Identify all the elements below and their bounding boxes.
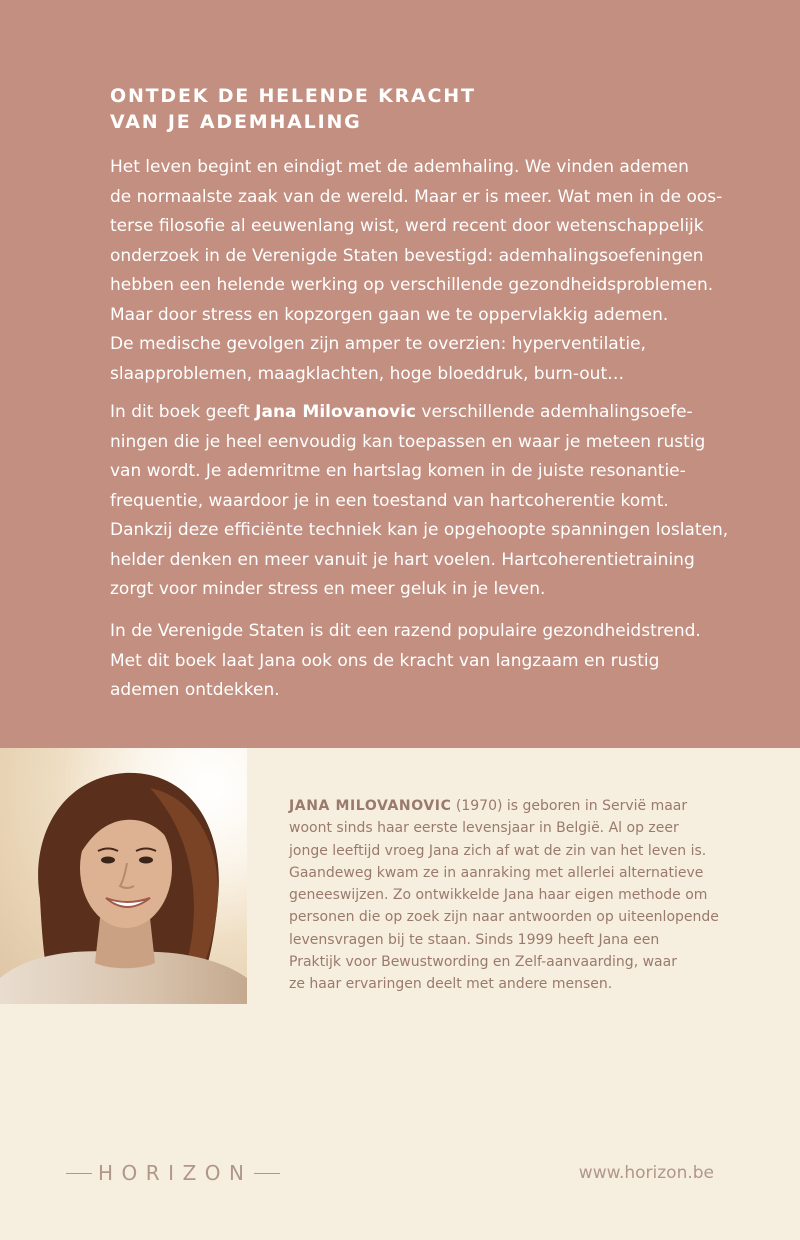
author-photo [0,748,247,1004]
text-line: De medische gevolgen zijn amper te overzien: hyperventilatie, [110,334,646,354]
text-line: onderzoek in de Verenigde Staten bevestigd: ademhalingsoefeningen [110,245,704,266]
blurb-paragraph-1 [110,153,723,389]
text-line: van wordt. Je ademritme en hartslag komen in de juiste resonantie- [110,461,686,481]
text-line: Dankzij deze efficiënte techniek kan je opgehoopte spanningen loslaten, [110,520,729,540]
text-line: personen die op zoek zijn naar antwoorden op uiteenlopende [289,909,719,926]
author-name: JANA MILOVANOVIC [289,798,452,814]
publisher-logo-text: HORIZON [98,1161,253,1185]
blurb-paragraph-3 [110,617,720,706]
text-line: ningen die je heel eenvoudig kan toepassen en waar je meteen rustig [110,431,706,452]
headline-line-1: ONTDEK DE HELENDE KRACHT [110,85,476,107]
text-line: slaapproblemen, maagklachten, hoge bloeddruk, burn-out… [110,363,625,384]
author-name-inline: Jana Milovanovic [255,402,417,422]
text-line: ademen ontdekken. [110,680,280,700]
text-line [289,795,749,817]
text-line: Gaandeweg kwam ze in aanraking met allerlei alternatieve [289,864,704,881]
text-segment: verschillende ademhalingsoefe- [416,402,693,422]
headline [110,83,710,135]
website-url[interactable]: www.horizon.be [578,1163,714,1183]
text-line: Praktijk voor Bewustwording en Zelf-aanvaarding, waar [289,954,677,971]
text-segment: In dit boek geeft [110,402,256,422]
text-line: frequentie, waardoor je in een toestand van hartcoherentie komt. [110,490,669,511]
text-line: terse filosofie al eeuwenlang wist, werd recent door wetenschappelijk [110,216,704,236]
headline-line-2: VAN JE ADEMHALING [110,111,362,133]
text-line: In de Verenigde Staten is dit een razend populaire gezondheidstrend. [110,621,701,641]
publisher-logo [66,1158,280,1188]
text-line: levensvragen bij te staan. Sinds 1999 heeft Jana een [289,931,660,948]
logo-rule-left [66,1173,92,1174]
text-segment: (1970) is geboren in Servië maar [451,798,688,814]
text-line: geneeswijzen. Zo ontwikkelde Jana haar eigen methode om [289,887,708,904]
text-line: Met dit boek laat Jana ook ons de kracht van langzaam en rustig [110,650,660,671]
text-line: Maar door stress en kopzorgen gaan we te oppervlakkig ademen. [110,304,669,325]
text-line: ze haar ervaringen deelt met andere mensen. [289,976,613,993]
author-bio [289,795,749,996]
text-line: helder denken en meer vanuit je hart voelen. Hartcoherentietraining [110,549,695,570]
text-line: de normaalste zaak van de wereld. Maar er is meer. Wat men in de oos- [110,186,723,207]
text-line: woont sinds haar eerste levensjaar in België. Al op zeer [289,820,679,837]
logo-rule-right [254,1173,280,1174]
author-portrait-illustration [0,748,247,1004]
text-line: zorgt voor minder stress en meer geluk in je leven. [110,579,546,599]
text-line: Het leven begint en eindigt met de ademhaling. We vinden ademen [110,157,689,177]
blurb-paragraph-2 [110,398,729,605]
text-line: jonge leeftijd vroeg Jana zich af wat de zin van het leven is. [289,842,707,859]
text-line: hebben een helende werking op verschillende gezondheidsproblemen. [110,275,714,295]
text-line [110,398,720,428]
